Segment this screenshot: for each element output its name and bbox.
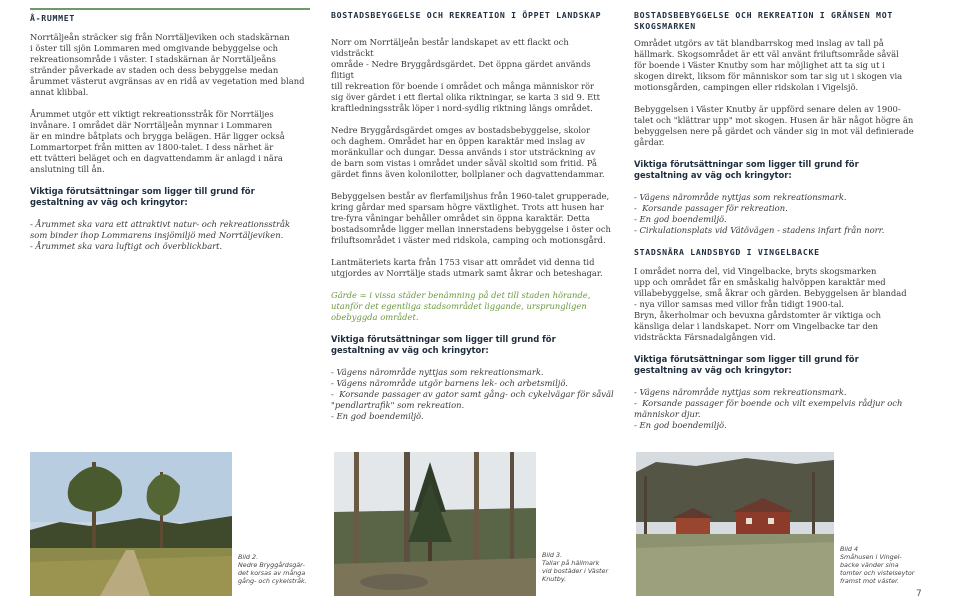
section-heading: Å-RUMMET bbox=[30, 13, 76, 23]
photo-tallar-hallmark bbox=[334, 452, 536, 596]
paragraph: Området utgörs av tät blandbarrskog med inslag av tall på hällmark. Skogsområdet är ett väl använt friluftsområde såväl för boende i Väster Knutby som har möjlighet att ta sig ut i skogen direkt, liksom för människor som tar sig ut i skogen via motionsgården, campingen eller ridskolan i Vigelsjö. bbox=[634, 38, 903, 92]
list-item: "pendlartrafik" som rekreation. bbox=[331, 400, 465, 410]
list-item: som binder ihop Lommarens insjömiljö med Norrtäljeviken. bbox=[30, 230, 284, 240]
list-item: - Årummet ska vara luftigt och överblickbart. bbox=[30, 241, 223, 251]
conditions-list bbox=[331, 367, 614, 422]
list-item: - Vägens närområde nyttjas som rekreationsmark. bbox=[634, 192, 847, 202]
list-item: - En god boendemiljö. bbox=[634, 420, 727, 430]
paragraph: Norr om Norrtäljeån består landskapet av ett flackt och vidsträckt område - Nedre Bryggårdsgärdet. Det öppna gärdet används flitigt till rekreation för boende i området och många människor rör sig över gärdet i ett flertal olika riktningar, se karta 3 sid 9. Ett kraftledningsstråk löper i nord-sydlig riktning längs området. bbox=[331, 37, 601, 113]
list-item: - Vägens närområde nyttjas som rekreationsmark. bbox=[331, 367, 544, 377]
paragraph: Lantmäteriets karta från 1753 visar att området vid denna tid utgjordes av Norrtälje stads utmark samt åkrar och beteshagar. bbox=[331, 257, 603, 278]
heading-rule bbox=[30, 8, 310, 10]
conditions-heading: Viktiga förutsättningar som ligger till grund för gestaltning av väg och kringytor: bbox=[634, 159, 859, 180]
section-heading: STADSNÄRA LANDSBYGD I VINGELBACKE bbox=[634, 247, 820, 257]
conditions-heading: Viktiga förutsättningar som ligger till grund för gestaltning av väg och kringytor: bbox=[30, 186, 255, 207]
page-number: 7 bbox=[916, 589, 922, 599]
list-item: - Vägens närområde utgör barnens lek- och arbetsmiljö. bbox=[331, 378, 568, 388]
list-item: människor djur. bbox=[634, 409, 701, 419]
conditions-list bbox=[30, 219, 310, 252]
caption-bild-3: Bild 3. Tallar på hällmark vid bostäder i Väster Knutby. bbox=[542, 551, 609, 583]
list-item: - Vägens närområde nyttjas som rekreationsmark. bbox=[634, 387, 847, 397]
paragraph: Bebyggelsen består av flerfamiljshus från 1960-talet grupperade, kring gårdar med sparsam högre växtlighet. Trots att husen har tre-fyra våningar behåller området sin öppna karaktär. Detta bostadsområde ligger mellan innerstadens bebyggelse i öster och friluftsområdet i väster med ridskola, camping och motionsgård. bbox=[331, 191, 611, 245]
conditions-list bbox=[634, 192, 914, 236]
list-item: - Cirkulationsplats vid Vätövägen - stadens infart från norr. bbox=[634, 225, 885, 235]
paragraph: Bebyggelsen i Väster Knutby är uppförd senare delen av 1900- talet och "klättrar upp" mot skogen. Husen är här något högre än bebyggelsen nere på gärdet och vänder sig in mot väl definierade gårdar. bbox=[634, 104, 914, 147]
caption-bild-2: Bild 2. Nedre Bryggårdsgär- det korsas av många gång- och cykelstråk. bbox=[238, 553, 307, 585]
list-item: - Korsande passager för boende och vilt exempelvis rådjur och bbox=[634, 398, 903, 408]
paragraph: Årummet utgör ett viktigt rekreationsstråk för Norrtäljes invånare. I området där Norrtäljeån mynnar i Lommaren är en mindre båtplats och brygga belägen. Här ligger också Lommartorpet från mitten av 1800-talet. I dess närhet är ett tvätteri beläget och en dagvattendamm är anlagd i nära anslutning till ån. bbox=[30, 109, 285, 174]
conditions-heading: Viktiga förutsättningar som ligger till grund för gestaltning av väg och kringytor: bbox=[331, 334, 556, 355]
column-arummet bbox=[30, 8, 310, 263]
caption-bild-4: Bild 4 Småhusen i Vingel- backe vänder sina tomter och vistelseytor framst mot väster. bbox=[840, 545, 915, 585]
paragraph: I området norra del, vid Vingelbacke, bryts skogsmarken upp och området får en småskalig halvöppen karaktär med villabebyggelse, små åkrar och gärden. Bebyggelsen är blandad - nya villor samsas med villor från tidigt 1900-tal. Bryn, åkerholmar och bevuxna gårdstomter är viktiga och känsliga delar i landskapet. Norr om Vingelbacke tar den vidsträckta Färsnadalgången vid. bbox=[634, 266, 907, 342]
definition-note: Gärde = i vissa städer benämning på det till staden hörande, utanför det egentliga stadsområdet liggande, ursprungligen obebyggda området. bbox=[331, 290, 591, 322]
list-item: - Årummet ska vara ett attraktivt natur- och rekreationsstråk bbox=[30, 219, 291, 229]
photo-vingelbacke bbox=[636, 452, 834, 596]
paragraph: Norrtäljeån sträcker sig från Norrtäljeviken och stadskärnan i öster till sjön Lommaren med omgivande bebyggelse och rekreationsområde i väster. I stadskärnan är Norrtäljeåns stränder påverkade av staden och dess bebyggelse medan årummet västerut avgränsas av en ridå av vegetation med bland annat klibbal. bbox=[30, 32, 305, 97]
list-item: - En god boendemiljö. bbox=[331, 411, 424, 421]
photo-bryggardsgardet bbox=[30, 452, 232, 596]
list-item: - Korsande passager av gator samt gång- och cykelvägar för såväl bbox=[331, 389, 614, 399]
conditions-list bbox=[634, 387, 914, 431]
list-item: - Korsande passager för rekreation. bbox=[634, 203, 788, 213]
column-skogsmarken bbox=[634, 8, 914, 442]
section-heading: BOSTADSBEBYGGELSE OCH REKREATION I GRÄNSEN MOT SKOGSMARKEN bbox=[634, 10, 893, 31]
conditions-heading: Viktiga förutsättningar som ligger till grund för gestaltning av väg och kringytor: bbox=[634, 354, 859, 375]
list-item: - En god boendemiljö. bbox=[634, 214, 727, 224]
paragraph: Nedre Bryggårdsgärdet omges av bostadsbebyggelse, skolor och daghem. Området har en öppen karaktär med inslag av moränkullar och dungar. Dessa används i stor utsträckning av de barn som vistas i området under såväl skoltid som fritid. På gärdet finns även kolonilotter, bollplaner och dagvattendammar. bbox=[331, 125, 605, 179]
column-oppet-landskap bbox=[331, 8, 614, 433]
section-heading: BOSTADSBEYGGELSE OCH REKREATION I ÖPPET LANDSKAP bbox=[331, 10, 602, 20]
